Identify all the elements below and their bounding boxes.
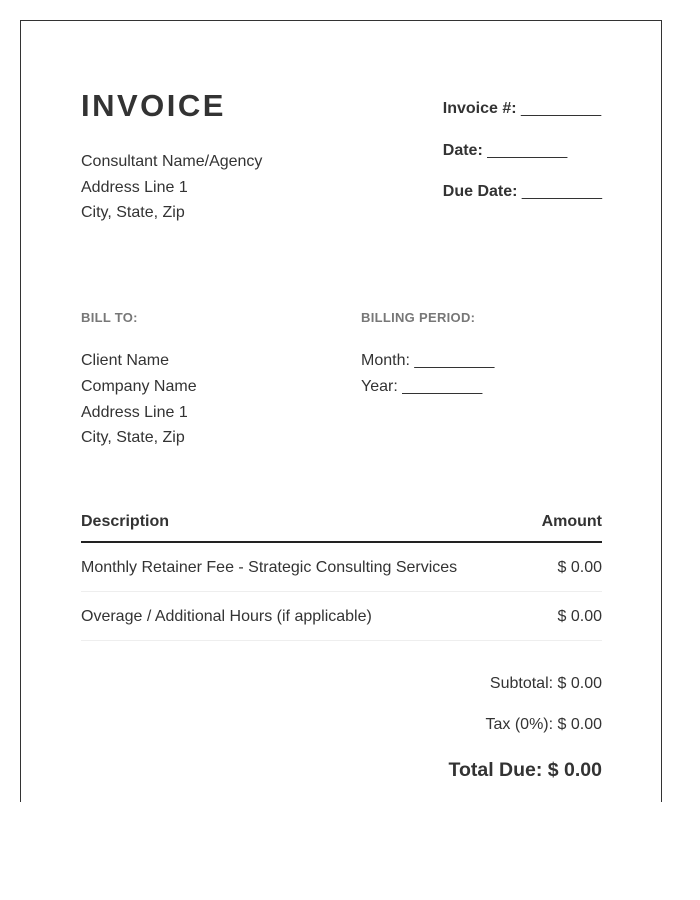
invoice-number-label: Invoice #: (442, 100, 517, 117)
row-amount: $ 0.00 (557, 608, 602, 625)
invoice-due-date-label: Due Date: (442, 183, 518, 200)
consultant-address (81, 149, 262, 226)
table-row (81, 592, 602, 641)
table-row (81, 543, 602, 592)
subtotal: Subtotal: $ 0.00 (489, 675, 602, 692)
invoice-date-value: _________ (487, 141, 568, 159)
consultant-address-line: Address Line 1 (81, 178, 188, 196)
billing-month: Month: _________ (361, 352, 495, 369)
consultant-city-state-zip: City, State, Zip (81, 204, 185, 222)
row-description: Monthly Retainer Fee - Strategic Consulting Services (81, 559, 458, 576)
invoice-date-line (443, 139, 602, 181)
invoice-page (20, 20, 662, 802)
consultant-name: Consultant Name/Agency (81, 153, 263, 170)
tax: Tax (0%): $ 0.00 (485, 716, 602, 733)
company-name: Company Name (81, 377, 197, 395)
bill-to-section (81, 310, 197, 451)
column-header-description: Description (81, 513, 170, 530)
client-name: Client Name (81, 352, 170, 369)
line-items-table (81, 505, 602, 641)
invoice-due-date-line (443, 180, 602, 222)
invoice-content (81, 21, 602, 802)
billing-year: Year: _________ (361, 377, 483, 395)
billing-period-label: BILLING PERIOD: (361, 310, 476, 325)
bill-to-address (81, 348, 197, 451)
client-address-line: Address Line 1 (81, 403, 188, 421)
invoice-due-date-value: _________ (521, 183, 602, 200)
invoice-title: INVOICE (81, 88, 226, 123)
row-description: Overage / Additional Hours (if applicable) (81, 608, 372, 625)
invoice-date-label: Date: (442, 141, 483, 159)
billing-period-section (361, 310, 494, 400)
column-header-amount: Amount (541, 513, 602, 530)
invoice-number-line (443, 97, 602, 139)
table-header (81, 505, 602, 543)
total-due: Total Due: $ 0.00 (448, 759, 602, 781)
bill-to-label: BILL TO: (81, 310, 138, 325)
client-city-state-zip: City, State, Zip (81, 429, 185, 447)
billing-period-fields (361, 348, 494, 400)
invoice-number-value: _________ (521, 100, 602, 117)
invoice-meta (443, 97, 602, 222)
totals-section (448, 671, 602, 785)
row-amount: $ 0.00 (557, 559, 602, 576)
